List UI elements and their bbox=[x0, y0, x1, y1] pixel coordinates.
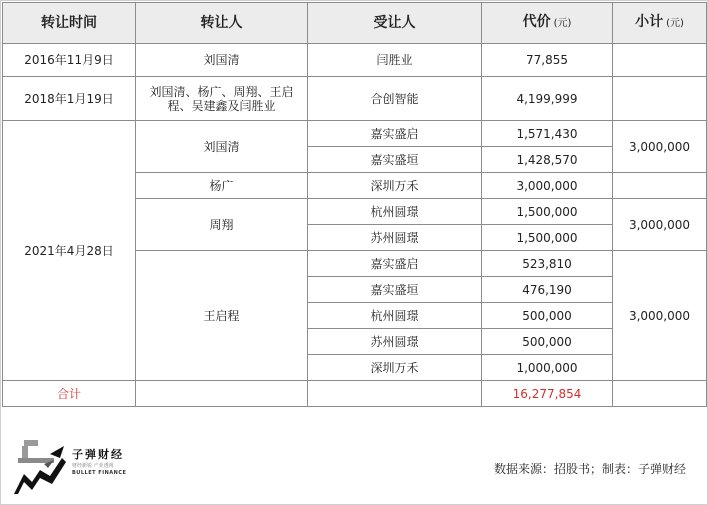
price-cell: 77,855 bbox=[482, 44, 613, 77]
transferee-cell: 闫胜业 bbox=[308, 44, 482, 77]
transferee-cell: 合创智能 bbox=[308, 77, 482, 121]
transferee-cell: 嘉实盛垣 bbox=[308, 147, 482, 173]
header-price-unit: (元) bbox=[553, 18, 572, 29]
header-transfer-time: 转让时间 bbox=[3, 3, 136, 44]
logo-subtitle: 财经新锐 产业透视 bbox=[72, 463, 114, 469]
price-cell: 500,000 bbox=[482, 329, 613, 355]
price-cell: 476,190 bbox=[482, 277, 613, 303]
header-transferee: 受让人 bbox=[308, 3, 482, 44]
price-cell: 1,571,430 bbox=[482, 121, 613, 147]
subtotal-cell bbox=[613, 44, 707, 77]
transfer-date: 2021年4月28日 bbox=[3, 121, 136, 381]
transferee-cell: 苏州圆璟 bbox=[308, 225, 482, 251]
table-row bbox=[3, 121, 707, 147]
header-subtotal bbox=[613, 3, 707, 44]
header-transferor: 转让人 bbox=[136, 3, 308, 44]
price-cell: 523,810 bbox=[482, 251, 613, 277]
transfer-date: 2016年11月9日 bbox=[3, 44, 136, 77]
transferor-cell: 王启程 bbox=[136, 251, 308, 381]
transferee-cell: 嘉实盛启 bbox=[308, 121, 482, 147]
footer bbox=[2, 430, 706, 503]
price-cell: 1,000,000 bbox=[482, 355, 613, 381]
transferor-cell: 杨广 bbox=[136, 173, 308, 199]
header-price-label: 代价 bbox=[522, 14, 551, 30]
total-label: 合计 bbox=[3, 381, 136, 407]
data-source-note: 数据来源：招股书；制表：子弹财经 bbox=[493, 462, 686, 476]
total-empty-cell bbox=[613, 381, 707, 407]
subtotal-cell bbox=[613, 173, 707, 199]
total-empty-cell bbox=[308, 381, 482, 407]
header-price bbox=[482, 3, 613, 44]
total-empty-cell bbox=[136, 381, 308, 407]
subtotal-cell bbox=[613, 77, 707, 121]
table-row bbox=[3, 77, 707, 121]
header-subtotal-label: 小计 bbox=[635, 14, 664, 30]
subtotal-cell: 3,000,000 bbox=[613, 251, 707, 381]
transferee-cell: 苏州圆璟 bbox=[308, 329, 482, 355]
subtotal-cell: 3,000,000 bbox=[613, 121, 707, 173]
transferor-cell: 刘国清、杨广、周翔、王启程、吴建鑫及闫胜业 bbox=[136, 77, 308, 121]
transferee-cell: 嘉实盛垣 bbox=[308, 277, 482, 303]
table-header-row bbox=[3, 3, 707, 44]
price-cell: 1,428,570 bbox=[482, 147, 613, 173]
price-cell: 4,199,999 bbox=[482, 77, 613, 121]
transferor-cell: 刘国清 bbox=[136, 44, 308, 77]
header-subtotal-unit: (元) bbox=[666, 18, 684, 29]
subtotal-cell: 3,000,000 bbox=[613, 199, 707, 251]
bullet-logo-icon bbox=[10, 436, 70, 498]
logo-title: 子弹财经 bbox=[72, 448, 124, 461]
logo-english-name: BULLET FINANCE bbox=[72, 470, 127, 476]
transferee-cell: 深圳万禾 bbox=[308, 355, 482, 381]
transferor-cell: 周翔 bbox=[136, 199, 308, 251]
transfer-date: 2018年1月19日 bbox=[3, 77, 136, 121]
bullet-finance-logo bbox=[10, 436, 140, 498]
equity-transfer-table bbox=[2, 2, 707, 407]
price-cell: 1,500,000 bbox=[482, 199, 613, 225]
table-row bbox=[3, 44, 707, 77]
transferee-cell: 深圳万禾 bbox=[308, 173, 482, 199]
transferee-cell: 杭州圆璟 bbox=[308, 199, 482, 225]
transferor-cell: 刘国清 bbox=[136, 121, 308, 173]
price-cell: 500,000 bbox=[482, 303, 613, 329]
transferee-cell: 嘉实盛启 bbox=[308, 251, 482, 277]
price-cell: 3,000,000 bbox=[482, 173, 613, 199]
price-cell: 1,500,000 bbox=[482, 225, 613, 251]
total-row bbox=[3, 381, 707, 407]
total-value: 16,277,854 bbox=[482, 381, 613, 407]
transferee-cell: 杭州圆璟 bbox=[308, 303, 482, 329]
